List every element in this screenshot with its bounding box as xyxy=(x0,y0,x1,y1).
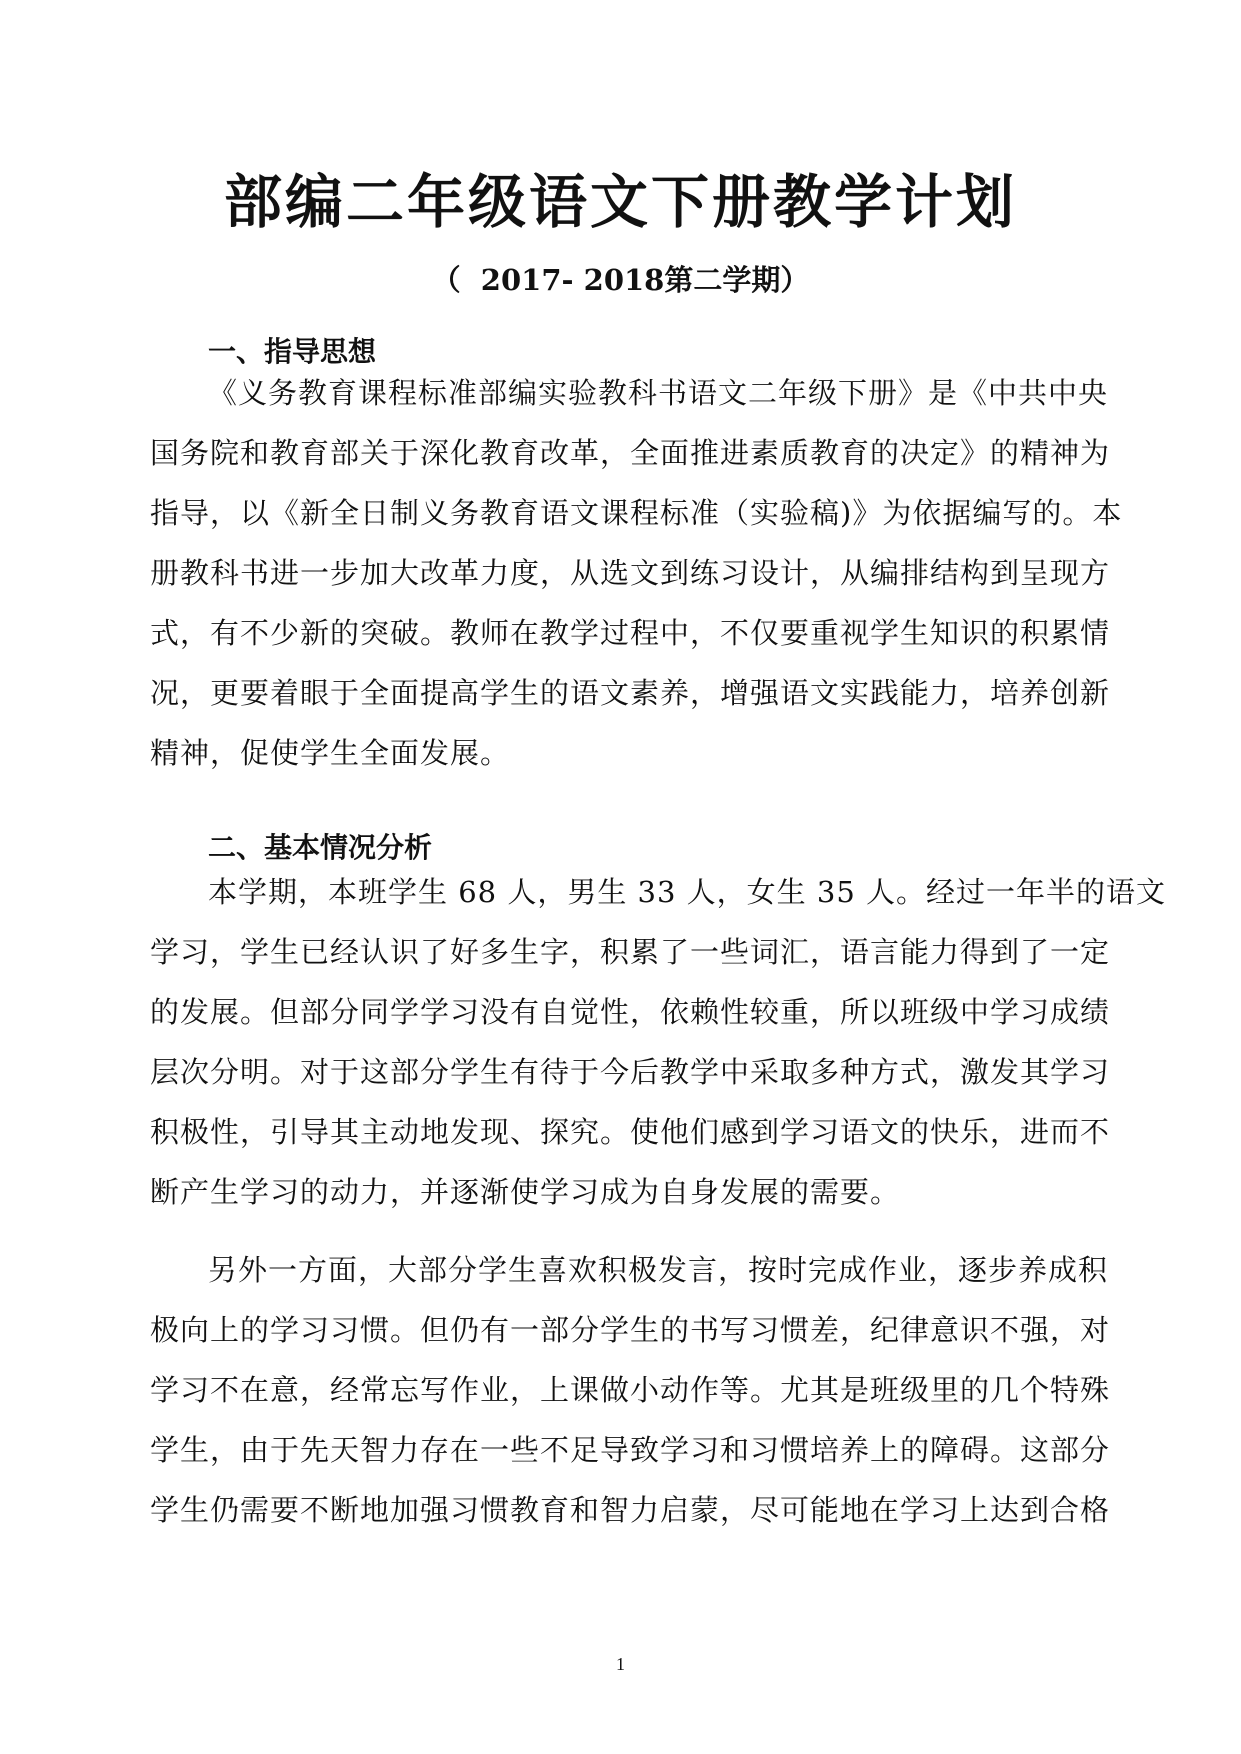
paragraph-line: 的发展。但部分同学学习没有自觉性，依赖性较重，所以班级中学习成绩 xyxy=(150,995,1111,1029)
paragraph-line: 断产生学习的动力，并逐渐使学习成为自身发展的需要。 xyxy=(150,1175,901,1209)
document-title: 部编二年级语文下册教学计划 xyxy=(223,168,1017,236)
paragraph-guiding-ideology xyxy=(150,363,1123,783)
paragraph-line: 另外一方面，大部分学生喜欢积极发言，按时完成作业，逐步养成积 xyxy=(208,1253,1109,1287)
section-heading-situation-analysis: 二、基本情况分析 xyxy=(208,831,433,864)
paragraph-line: 学生，由于先天智力存在一些不足导致学习和习惯培养上的障碍。这部分 xyxy=(150,1433,1111,1467)
paragraph-line: 《义务教育课程标准部编实验教科书语文二年级下册》是《中共中央 xyxy=(208,376,1109,410)
document-subtitle: （ 2017- 2018第二学期） xyxy=(431,263,810,297)
paragraph-study-habits xyxy=(150,1240,1111,1540)
paragraph-line: 积极性，引导其主动地发现、探究。使他们感到学习语文的快乐，进而不 xyxy=(150,1115,1111,1149)
paragraph-line: 层次分明。对于这部分学生有待于今后教学中采取多种方式，激发其学习 xyxy=(150,1055,1111,1089)
paragraph-line: 指导，以《新全日制义务教育语文课程标准（实验稿)》为依据编写的。本 xyxy=(150,496,1123,530)
paragraph-line: 册教科书进一步加大改革力度，从选文到练习设计，从编排结构到呈现方 xyxy=(150,556,1111,590)
page-number: 1 xyxy=(616,1654,625,1674)
section-heading-guiding-ideology: 一、指导思想 xyxy=(208,335,377,368)
paragraph-line: 式，有不少新的突破。教师在教学过程中，不仅要重视学生知识的积累情 xyxy=(150,616,1111,650)
paragraph-line: 极向上的学习习惯。但仍有一部分学生的书写习惯差，纪律意识不强，对 xyxy=(150,1313,1111,1347)
paragraph-line: 学习不在意，经常忘写作业，上课做小动作等。尤其是班级里的几个特殊 xyxy=(150,1373,1111,1407)
paragraph-line: 国务院和教育部关于深化教育改革，全面推进素质教育的决定》的精神为 xyxy=(150,436,1111,470)
paragraph-line: 学生仍需要不断地加强习惯教育和智力启蒙，尽可能地在学习上达到合格 xyxy=(150,1493,1111,1527)
paragraph-line: 精神，促使学生全面发展。 xyxy=(150,736,511,770)
paragraph-line: 本学期，本班学生 68 人，男生 33 人，女生 35 人。经过一年半的语文 xyxy=(208,875,1167,909)
paragraph-class-situation xyxy=(150,862,1167,1222)
paragraph-line: 学习，学生已经认识了好多生字，积累了一些词汇，语言能力得到了一定 xyxy=(150,935,1111,969)
paragraph-line: 况，更要着眼于全面提高学生的语文素养，增强语文实践能力，培养创新 xyxy=(150,676,1111,710)
